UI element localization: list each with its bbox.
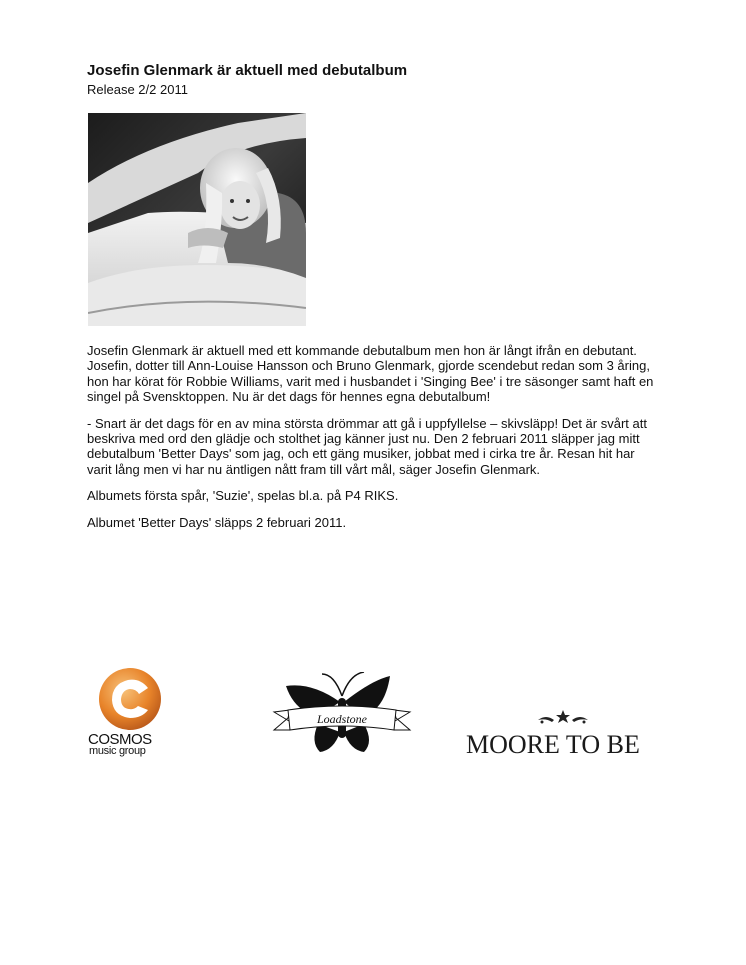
article-body [87, 343, 662, 541]
paragraph-release: Albumet 'Better Days' släpps 2 februari 2011. [87, 514, 347, 530]
release-date: Release 2/2 2011 [87, 82, 188, 97]
cosmos-logo-sub: music group [89, 745, 146, 757]
artist-photo [88, 113, 306, 326]
page-title: Josefin Glenmark är aktuell med debutalbum [87, 62, 408, 79]
paragraph-single: Albumets första spår, 'Suzie', spelas bl.a. på P4 RIKS. [87, 488, 399, 504]
paragraph-quote: - Snart är det dags för en av mina största drömmar att gå i uppfyllelse – skivsläpp! Det är svårt att beskriva med ord den glädje och stolthet jag känner just nu. Den 2 februari 2011 släpper jag mitt debutalbum 'Better Days' som jag, och ett gäng musiker, jobbat med i cirka tre år. Resan hit har varit lång men vi har nu äntligen nått fram till vårt mål, säger Josefin Glenmark. [87, 415, 647, 477]
moore-to-be-logo [466, 708, 662, 762]
loadstone-logo [272, 672, 412, 756]
cosmos-logo-word: COSMOS [88, 731, 152, 748]
moore-to-be-logo-word: MOORE TO BE [466, 730, 640, 759]
cosmos-logo [86, 668, 178, 760]
paragraph-intro: Josefin Glenmark är aktuell med ett kommande debutalbum men hon är långt ifrån en debutant. Josefin, dotter till Ann-Louise Hansson och Bruno Glenmark, gjorde scendebut redan som 3 åring, hon har körat för Robbie Williams, varit med i husbandet i 'Singing Bee' i tre säsonger samt haft en singel på Svensktoppen. Nu är det dags för hennes egna debutalbum! [87, 343, 654, 405]
loadstone-logo-word: Loadstone [316, 712, 368, 726]
